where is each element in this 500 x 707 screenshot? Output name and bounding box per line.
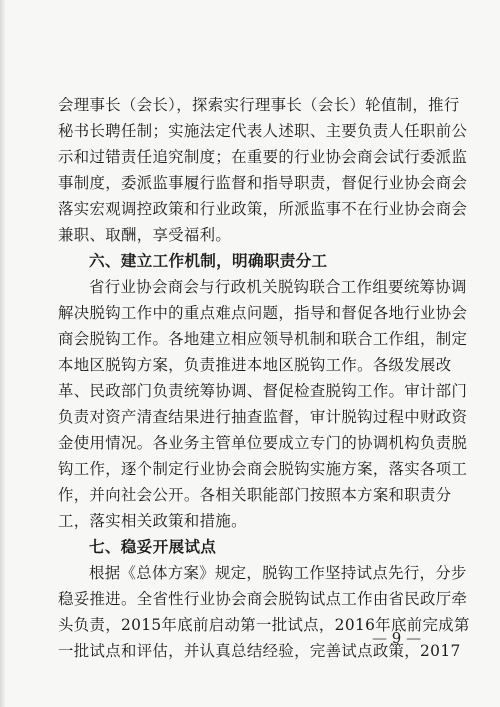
paragraph-line: 一批试点和评估，并认真总结经验，完善试点政策，2017: [58, 642, 461, 660]
paragraph-line: 秘书长聘任制；实施法定代表人述职、主要负责人任职前公: [58, 122, 468, 140]
paragraph-line: 本地区脱钩方案，负责推进本地区脱钩工作。各级发展改: [58, 356, 452, 374]
paragraph-line: 商会脱钩工作。各地建立相应领导机制和联合工作组，制定: [58, 330, 468, 348]
page-number-dash: —: [372, 629, 387, 647]
page-number-value: 9: [391, 629, 402, 647]
paragraph-line: 落实宏观调控政策和行业政策，所派监事不在行业协会商会: [58, 200, 468, 218]
paragraph-line: 负责对资产清查结果进行抽查监督，审计脱钩过程中财政资: [58, 408, 468, 426]
paragraph-line: 头负责，2015年底前启动第一批试点，2016年底前完成第: [58, 616, 470, 634]
paragraph-line: 省行业协会商会与行政机关脱钩联合工作组要统筹协调: [89, 278, 467, 296]
paragraph-line: 工，落实相关政策和措施。: [58, 512, 247, 530]
paragraph-line: 钩工作，逐个制定行业协会商会脱钩实施方案，落实各项工: [58, 460, 468, 478]
paragraph-line: 作，并向社会公开。各相关职能部门按照本方案和职责分: [58, 486, 452, 504]
page-number-dash-trailing: —: [406, 629, 422, 647]
paragraph-line: 革、民政部门负责统筹协调、督促检查脱钩工作。审计部门: [58, 382, 468, 400]
section-heading-6: 六、建立工作机制，明确职责分工: [89, 252, 328, 270]
paragraph-line: 会理事长（会长），探索实行理事长（会长）轮值制，推行: [58, 96, 460, 114]
paragraph-line: 事制度，委派监事履行监督和指导职责，督促行业协会商会: [58, 174, 468, 192]
paragraph-line: 示和过错责任追究制度；在重要的行业协会商会试行委派监: [58, 148, 468, 166]
paragraph-line: 解决脱钩工作中的重点难点问题，指导和督促各地行业协会: [58, 304, 468, 322]
page-number: [372, 629, 421, 647]
paragraph-line: 兼职、取酬，享受福利。: [58, 226, 232, 244]
document-body: [58, 92, 470, 664]
section-heading-7: 七、稳妥开展试点: [89, 538, 217, 556]
scan-edge-shadow: [0, 0, 6, 707]
paragraph-line: 金使用情况。各业务主管单位要成立专门的协调机构负责脱: [58, 434, 468, 452]
paragraph-line: 稳妥推进。全省性行业协会商会脱钩试点工作由省民政厅牵: [58, 590, 468, 608]
paragraph-line: 根据《总体方案》规定，脱钩工作坚持试点先行，分步: [89, 564, 467, 582]
